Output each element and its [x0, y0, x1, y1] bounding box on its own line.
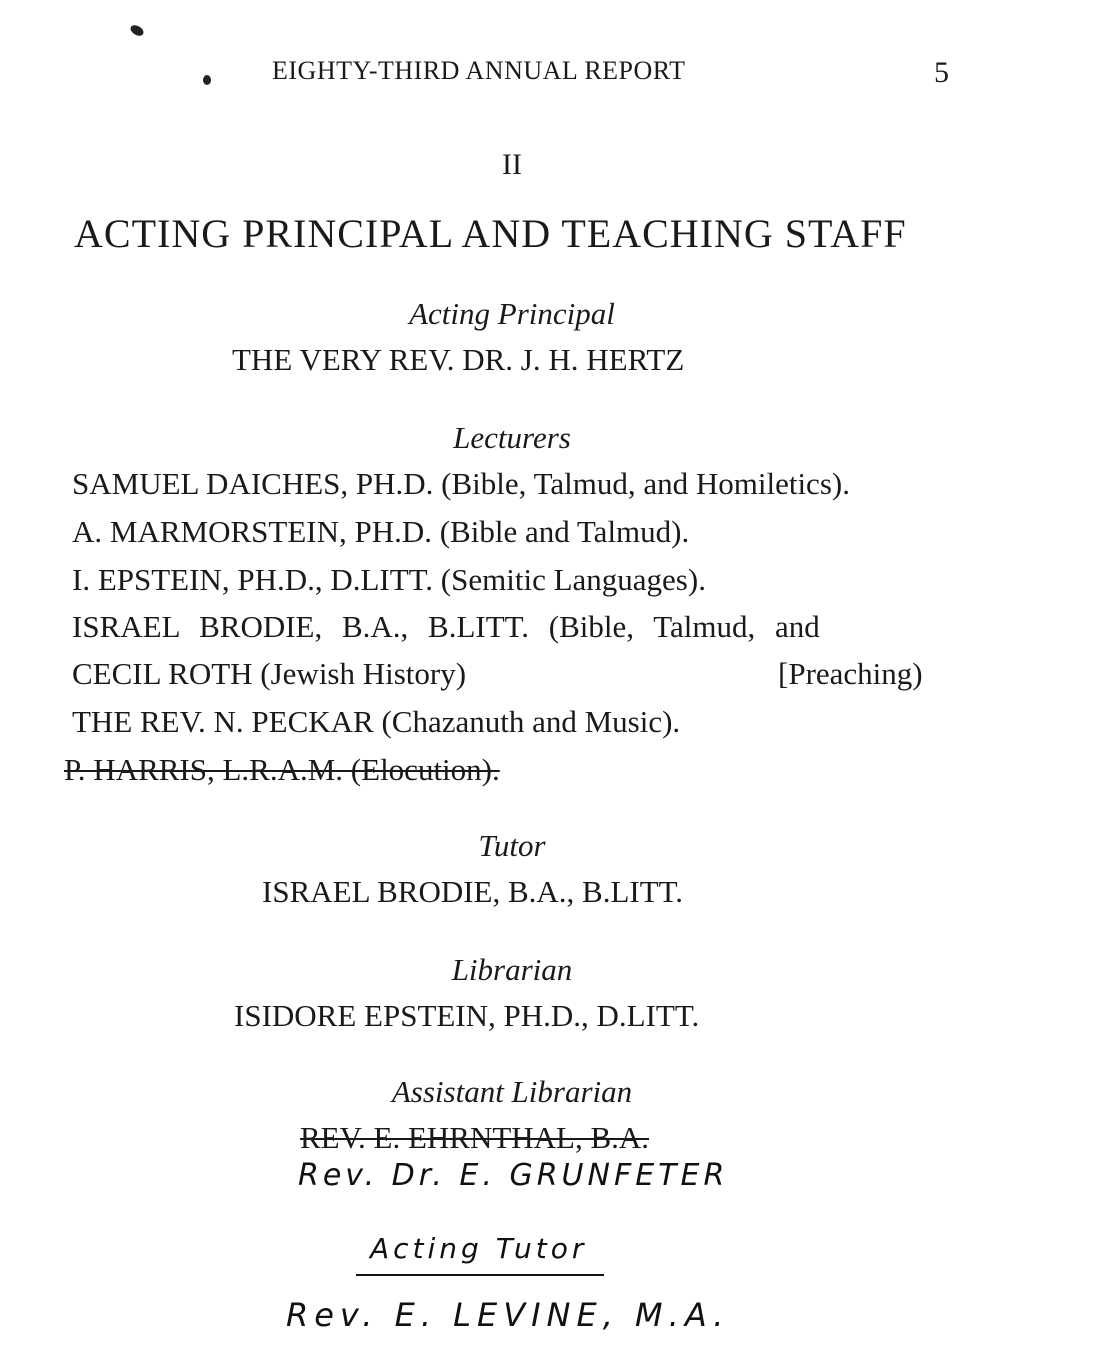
assistant-librarian-heading: Assistant Librarian [391, 1074, 633, 1109]
ink-speck [203, 75, 211, 85]
lecturer-entry: THE REV. N. PECKAR (Chazanuth and Music). [72, 704, 681, 739]
tutor-name: ISRAEL BRODIE, B.A., B.LITT. [262, 874, 684, 909]
page-number: 5 [934, 56, 949, 89]
lecturer-entry: CECIL ROTH (Jewish History) [72, 656, 467, 691]
lecturers-heading: Lecturers [453, 420, 571, 455]
lecturer-entry: A. MARMORSTEIN, PH.D. (Bible and Talmud). [72, 514, 690, 549]
lecturer-entry-struck: P. HARRIS, L.R.A.M. (Elocution). [64, 752, 500, 787]
section-number: II [502, 148, 522, 181]
lecturer-entry: SAMUEL DAICHES, PH.D. (Bible, Talmud, and Homiletics). [72, 466, 850, 501]
lecturer-entry: ISRAEL BRODIE, B.A., B.LITT. (Bible, Talmud, and [72, 609, 820, 644]
handwritten-heading: Acting Tutor [370, 1232, 588, 1265]
lecturer-entry: I. EPSTEIN, PH.D., D.LITT. (Semitic Languages). [72, 562, 706, 597]
acting-principal-heading: Acting Principal [409, 296, 615, 331]
acting-principal-name: THE VERY REV. DR. J. H. HERTZ [232, 342, 685, 377]
handwritten-replacement: Rev. Dr. E. GRUNFETER [298, 1158, 729, 1193]
ink-speck [129, 23, 146, 38]
handwritten-name: Rev. E. LEVINE, M.A. [286, 1296, 730, 1334]
running-header: EIGHTY-THIRD ANNUAL REPORT [272, 56, 686, 85]
handwritten-underline [356, 1274, 604, 1276]
section-title: ACTING PRINCIPAL AND TEACHING STAFF [74, 211, 907, 256]
assistant-librarian-struck-name: REV. E. EHRNTHAL, B.A. [300, 1120, 650, 1155]
tutor-heading: Tutor [478, 828, 546, 863]
librarian-heading: Librarian [451, 952, 573, 987]
lecturer-entry-continuation: [Preaching) [778, 656, 923, 691]
librarian-name: ISIDORE EPSTEIN, PH.D., D.LITT. [234, 998, 700, 1033]
